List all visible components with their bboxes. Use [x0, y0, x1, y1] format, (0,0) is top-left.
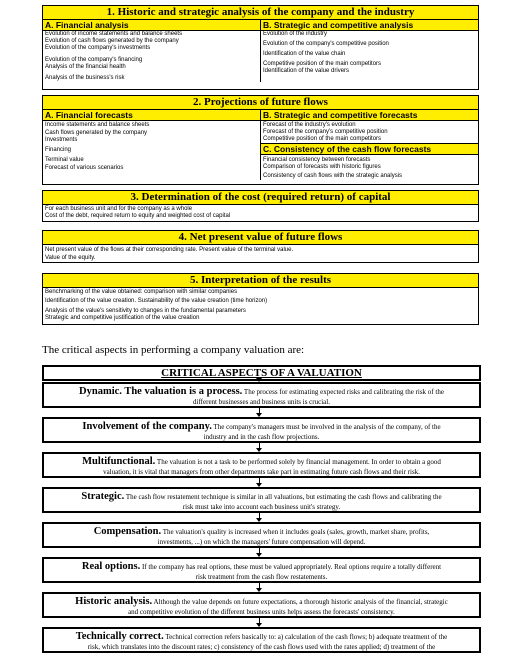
aspect-technically-correct: [42, 627, 481, 653]
column-heading: B. Strategic and competitive analysis: [261, 20, 478, 31]
stage-4-box: [42, 230, 479, 263]
aspect-title: Real options.: [81, 561, 141, 572]
stage-3-box: [42, 190, 479, 222]
list-item: Value of the equity.: [45, 255, 96, 261]
aspect-description: The process for estimating expected risks and calibrating the risk of the: [242, 388, 444, 396]
aspect-description: The valuation's quality is increased when it includes goals (sales, growth, market share, profits,: [161, 528, 430, 536]
aspect-description-continued: industry and in the cash flow projections.: [203, 433, 320, 441]
list-item: Terminal value: [45, 157, 84, 163]
list-item: Analysis of the value's sensitivity to changes in the fundamental parameters: [45, 308, 246, 314]
aspect-compensation: [42, 522, 481, 548]
aspect-title: Involvement of the company.: [82, 421, 212, 432]
aspect-title: Dynamic. The valuation is a process.: [79, 386, 243, 397]
aspect-title: Multifunctional.: [82, 456, 156, 467]
list-item: Evolution of the industry: [263, 31, 328, 37]
aspect-description-continued: risk, which translates into the discount rates; c) consistency of the cash flows used with the rates applied; d) treatment of the: [87, 643, 436, 651]
list-item: Forecast of various scenarios: [45, 165, 124, 171]
list-item: Competitive position of the main competitors: [263, 136, 382, 142]
list-item: Analysis of the business's risk: [45, 75, 125, 81]
list-item: Net present value of the flows at their corresponding rate. Present value of the terminal value.: [45, 247, 294, 253]
list-item: Competitive position of the main competitors: [263, 61, 382, 67]
list-item: Identification of the value creation. Sustainability of the value creation (time horizon): [45, 298, 268, 304]
aspect-involvement: [42, 417, 481, 443]
aspect-description: The cash flow restatement technique is similar in all valuations, but estimating the cash flows and calibrating the: [124, 493, 442, 501]
column-heading: A. Financial forecasts: [43, 110, 260, 121]
stage-title: 5. Interpretation of the results: [43, 274, 478, 288]
stage-2-box: [42, 95, 479, 185]
aspect-description-continued: valuation, it is vital that managers from other departments take part in estimating future cash flows and their risk.: [103, 468, 420, 476]
strategic-forecasts-column: [260, 110, 478, 180]
stage-title: 1. Historic and strategic analysis of the company and the industry: [43, 6, 478, 20]
list-item: Identification of the value chain: [263, 51, 346, 57]
financial-analysis-column: [43, 20, 260, 82]
aspect-description: The valuation is not a task to be performed solely by financial management. In order to obtain a good: [155, 458, 441, 466]
list-item: Evolution of cash flows generated by the company: [45, 38, 179, 44]
list-item: Financing: [45, 147, 72, 153]
stage-title: 4. Net present value of future flows: [43, 231, 478, 245]
list-item: Cost of the debt, required return to equity and weighted cost of capital: [45, 213, 231, 219]
list-item: Strategic and competitive justification of the value creation: [45, 315, 200, 321]
column-heading: A. Financial analysis: [43, 20, 260, 31]
list-item: Evolution of the company's competitive position: [263, 41, 389, 47]
critical-aspects-title: CRITICAL ASPECTS OF A VALUATION: [42, 365, 481, 381]
list-item: Analysis of the financial health: [45, 64, 126, 70]
aspect-description: Technical correction refers basically to: a) calculation of the cash flows; b) adequate treatment of the: [163, 633, 448, 641]
stage-1-box: [42, 5, 479, 90]
list-item: Investments: [45, 137, 78, 143]
list-item: Financial consistency between forecasts: [263, 157, 371, 163]
aspect-description: The company's managers must be involved in the analysis of the company, of the: [211, 423, 441, 431]
list-item: For each business unit and for the company as a whole: [45, 206, 193, 212]
list-item: Cash flows generated by the company: [45, 130, 148, 136]
aspect-description: If the company has real options, these must be valued appropriately. Real options require a totally different: [140, 563, 442, 571]
financial-forecasts-column: [43, 110, 260, 180]
list-item: Evolution of the company's financing: [45, 57, 143, 63]
list-item: Forecast of the company's competitive position: [263, 129, 388, 135]
aspect-description-continued: different businesses and business units is crucial.: [193, 398, 330, 406]
list-item: Benchmarking of the value obtained: comparison with similar companies: [45, 289, 238, 295]
column-heading: B. Strategic and competitive forecasts: [261, 110, 478, 121]
aspect-title: Historic analysis.: [75, 596, 153, 607]
aspect-strategic: [42, 487, 481, 513]
aspect-historic-analysis: [42, 592, 481, 618]
list-item: Evolution of income statements and balance sheets: [45, 31, 183, 37]
aspect-title: Compensation.: [93, 526, 162, 537]
aspect-real-options: [42, 557, 481, 583]
list-item: Comparison of forecasts with historic figures: [263, 164, 381, 170]
aspect-description-continued: risk treatment from the cash flow restatements.: [195, 573, 328, 581]
list-item: Income statements and balance sheets: [45, 122, 150, 128]
stage-title: 3. Determination of the cost (required return) of capital: [43, 191, 478, 205]
aspect-title: Technically correct.: [75, 631, 164, 642]
stage-title: 2. Projections of future flows: [43, 96, 478, 110]
aspect-title: Strategic.: [81, 491, 125, 502]
list-item: Consistency of cash flows with the strategic analysis: [263, 173, 403, 179]
list-item: Forecast of the industry's evolution: [263, 122, 356, 128]
list-item: Identification of the value drivers: [263, 68, 350, 74]
aspect-description-continued: risk must take into account each business unit's strategy.: [182, 503, 341, 511]
aspect-description: Although the value depends on future expectations, a thorough historic analysis of the financial, strategic: [152, 598, 448, 606]
list-item: Evolution of the company's investments: [45, 45, 151, 51]
aspect-description-continued: investments, ...) on which the managers' future compensation will depend.: [157, 538, 366, 546]
aspect-description-continued: and competitive evolution of the different business units helps assess the forecasts' consistency.: [128, 608, 395, 616]
aspect-multifunctional: [42, 452, 481, 478]
aspect-dynamic: [42, 382, 481, 408]
strategic-analysis-column: [260, 20, 478, 82]
intro-text: The critical aspects in performing a company valuation are:: [42, 344, 305, 356]
column-subheading: C. Consistency of the cash flow forecasts: [261, 143, 478, 155]
stage-5-box: [42, 273, 479, 325]
